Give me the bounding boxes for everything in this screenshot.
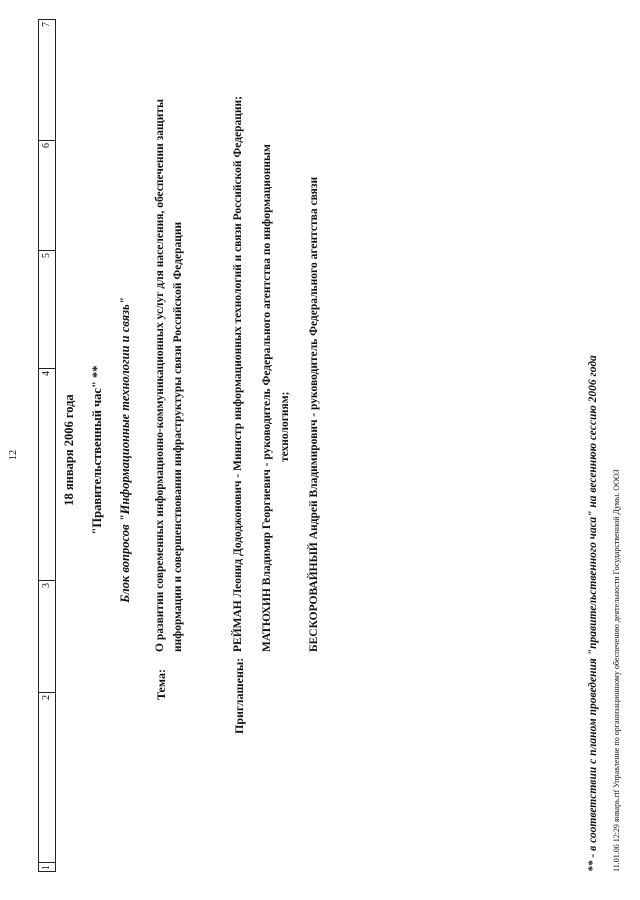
session-date: 18 января 2006 года — [62, 394, 76, 506]
page-number: 12 — [8, 450, 19, 460]
topic-text-line: информации и совершенствовании инфраструктуры связи Российской Федерации — [172, 221, 184, 652]
column-number-cell: 4 — [39, 369, 55, 581]
government-hour-title: "Правительственный час" ** — [90, 365, 104, 535]
topic-text-line: О развитии современных информационно-коммуникационных услуг для населения, обеспечении защиты — [154, 98, 166, 652]
column-number-cell: 6 — [39, 141, 55, 251]
column-number-cell: 5 — [39, 251, 55, 369]
column-number-cell: 1 — [41, 865, 52, 870]
file-info-line: 11.01.06 12:29 январь.rtf Управление по организационному обеспечению деятельности Государственной Думы. ОООЗ — [612, 469, 621, 872]
invited-person-line: МАТЮХИН Владимир Георгиевич - руководитель Федерального агентства по информационным — [261, 144, 273, 652]
column-number-cell: 3 — [39, 581, 55, 693]
question-block-title: Блок вопросов "Информационные технологии и связь" — [118, 297, 132, 603]
invited-person-line: БЕСКОРОВАЙНЫЙ Андрей Владимирович - руководитель Федерального агентства связи — [308, 176, 320, 652]
footnote: ** - в соответствии с планом проведения "правительственного часа" на весеннюю сессию 2006 года — [587, 355, 599, 872]
column-number-cell: 2 — [39, 693, 55, 863]
invited-label: Приглашены: — [232, 657, 246, 734]
column-number-row — [38, 19, 56, 872]
invited-person-line-continuation: технологиям; — [279, 391, 291, 462]
topic-label: Тема: — [154, 669, 168, 700]
column-number-cell: 7 — [39, 20, 55, 141]
invited-person-line: РЕЙМАН Леонид Дододжонович - Министр информационных технологий и связи Российской Федерации; — [232, 96, 244, 652]
